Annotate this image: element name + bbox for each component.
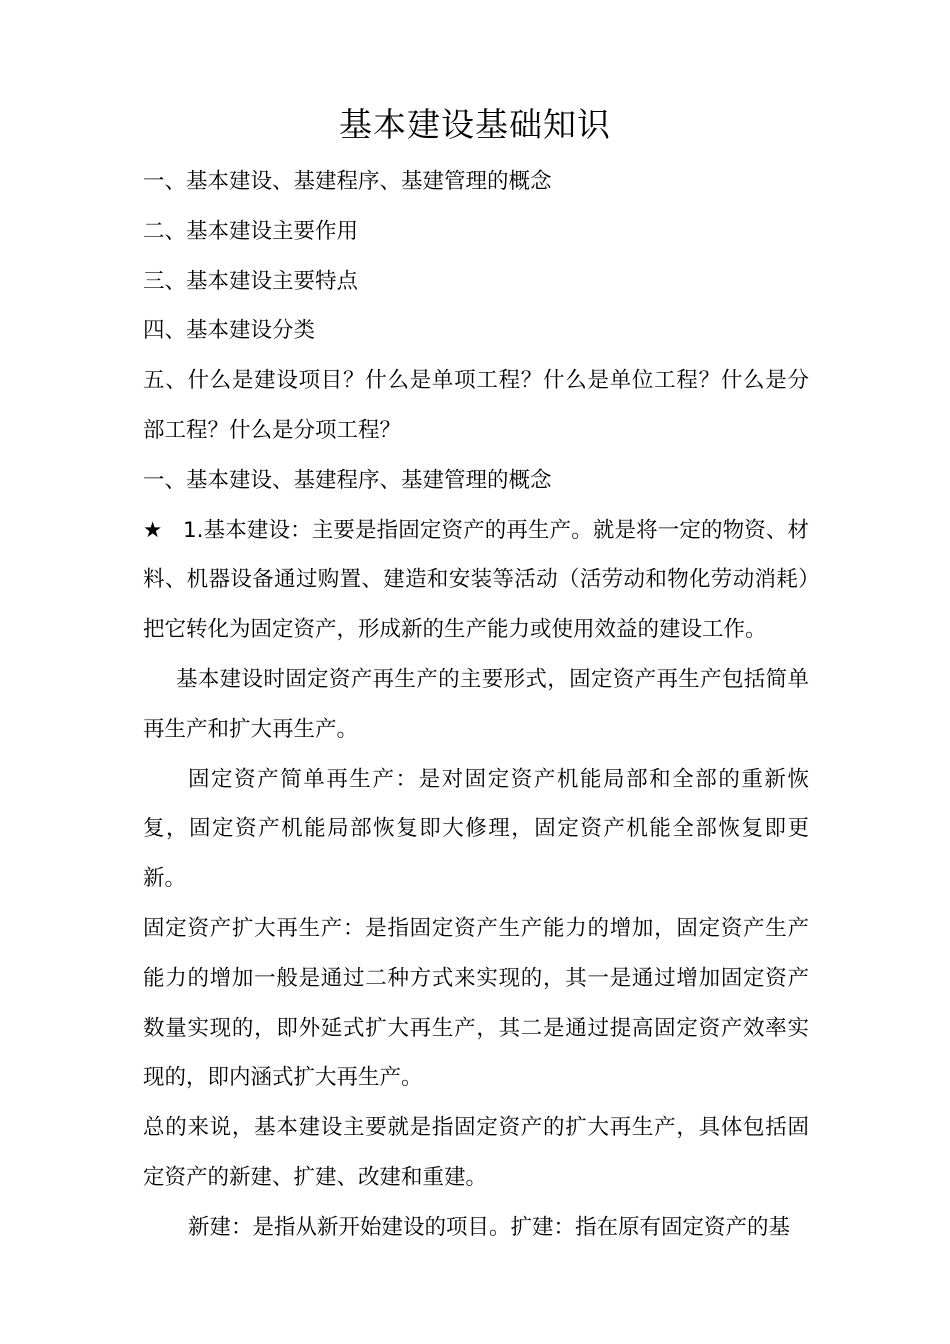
section-heading: 一、基本建设、基建程序、基建管理的概念	[143, 467, 552, 493]
paragraph-basic-construction-text: 1.基本建设：主要是指固定资产的再生产。就是将一定的物资、材料、机器设备通过购置、建造和安装等活动（活劳动和物化劳动消耗）把它转化为固定资产，形成新的生产能力或使用效益的建设工作。	[143, 517, 809, 643]
paragraph-new-build: 新建：是指从新开始建设的项目。扩建：指在原有固定资产的基	[188, 1214, 791, 1240]
paragraph-expanded-reproduction: 固定资产扩大再生产：是指固定资产生产能力的增加，固定资产生产能力的增加一般是通过二种方式来实现的，其一是通过增加固定资产数量实现的，即外延式扩大再生产，其二是通过提高固定资产效率实现的，即内涵式扩大再生产。	[143, 915, 809, 1091]
toc-item-3: 三、基本建设主要特点	[143, 268, 359, 294]
toc-item-1: 一、基本建设、基建程序、基建管理的概念	[143, 169, 552, 194]
paragraph-simple-reproduction: 固定资产简单再生产：是对固定资产机能局部和全部的重新恢复，固定资产机能局部恢复即大修理，固定资产机能全部恢复即更新。	[143, 766, 809, 892]
toc-item-2: 二、基本建设主要作用	[143, 218, 359, 244]
star-icon: ★	[143, 517, 163, 543]
toc-item-4: 四、基本建设分类	[143, 318, 316, 344]
toc-item-5: 五、什么是建设项目？什么是单项工程？什么是单位工程？什么是分部工程？什么是分项工程？	[143, 368, 809, 443]
paragraph-summary: 总的来说，基本建设主要就是指固定资产的扩大再生产，具体包括固定资产的新建、扩建、改建和重建。	[143, 1115, 809, 1190]
paragraph-main-form: 基本建设时固定资产再生产的主要形式，固定资产再生产包括简单再生产和扩大再生产。	[143, 666, 809, 742]
document-body	[143, 157, 809, 1253]
paragraph-basic-construction	[143, 506, 809, 655]
document-title: 基本建设基础知识	[339, 105, 611, 144]
